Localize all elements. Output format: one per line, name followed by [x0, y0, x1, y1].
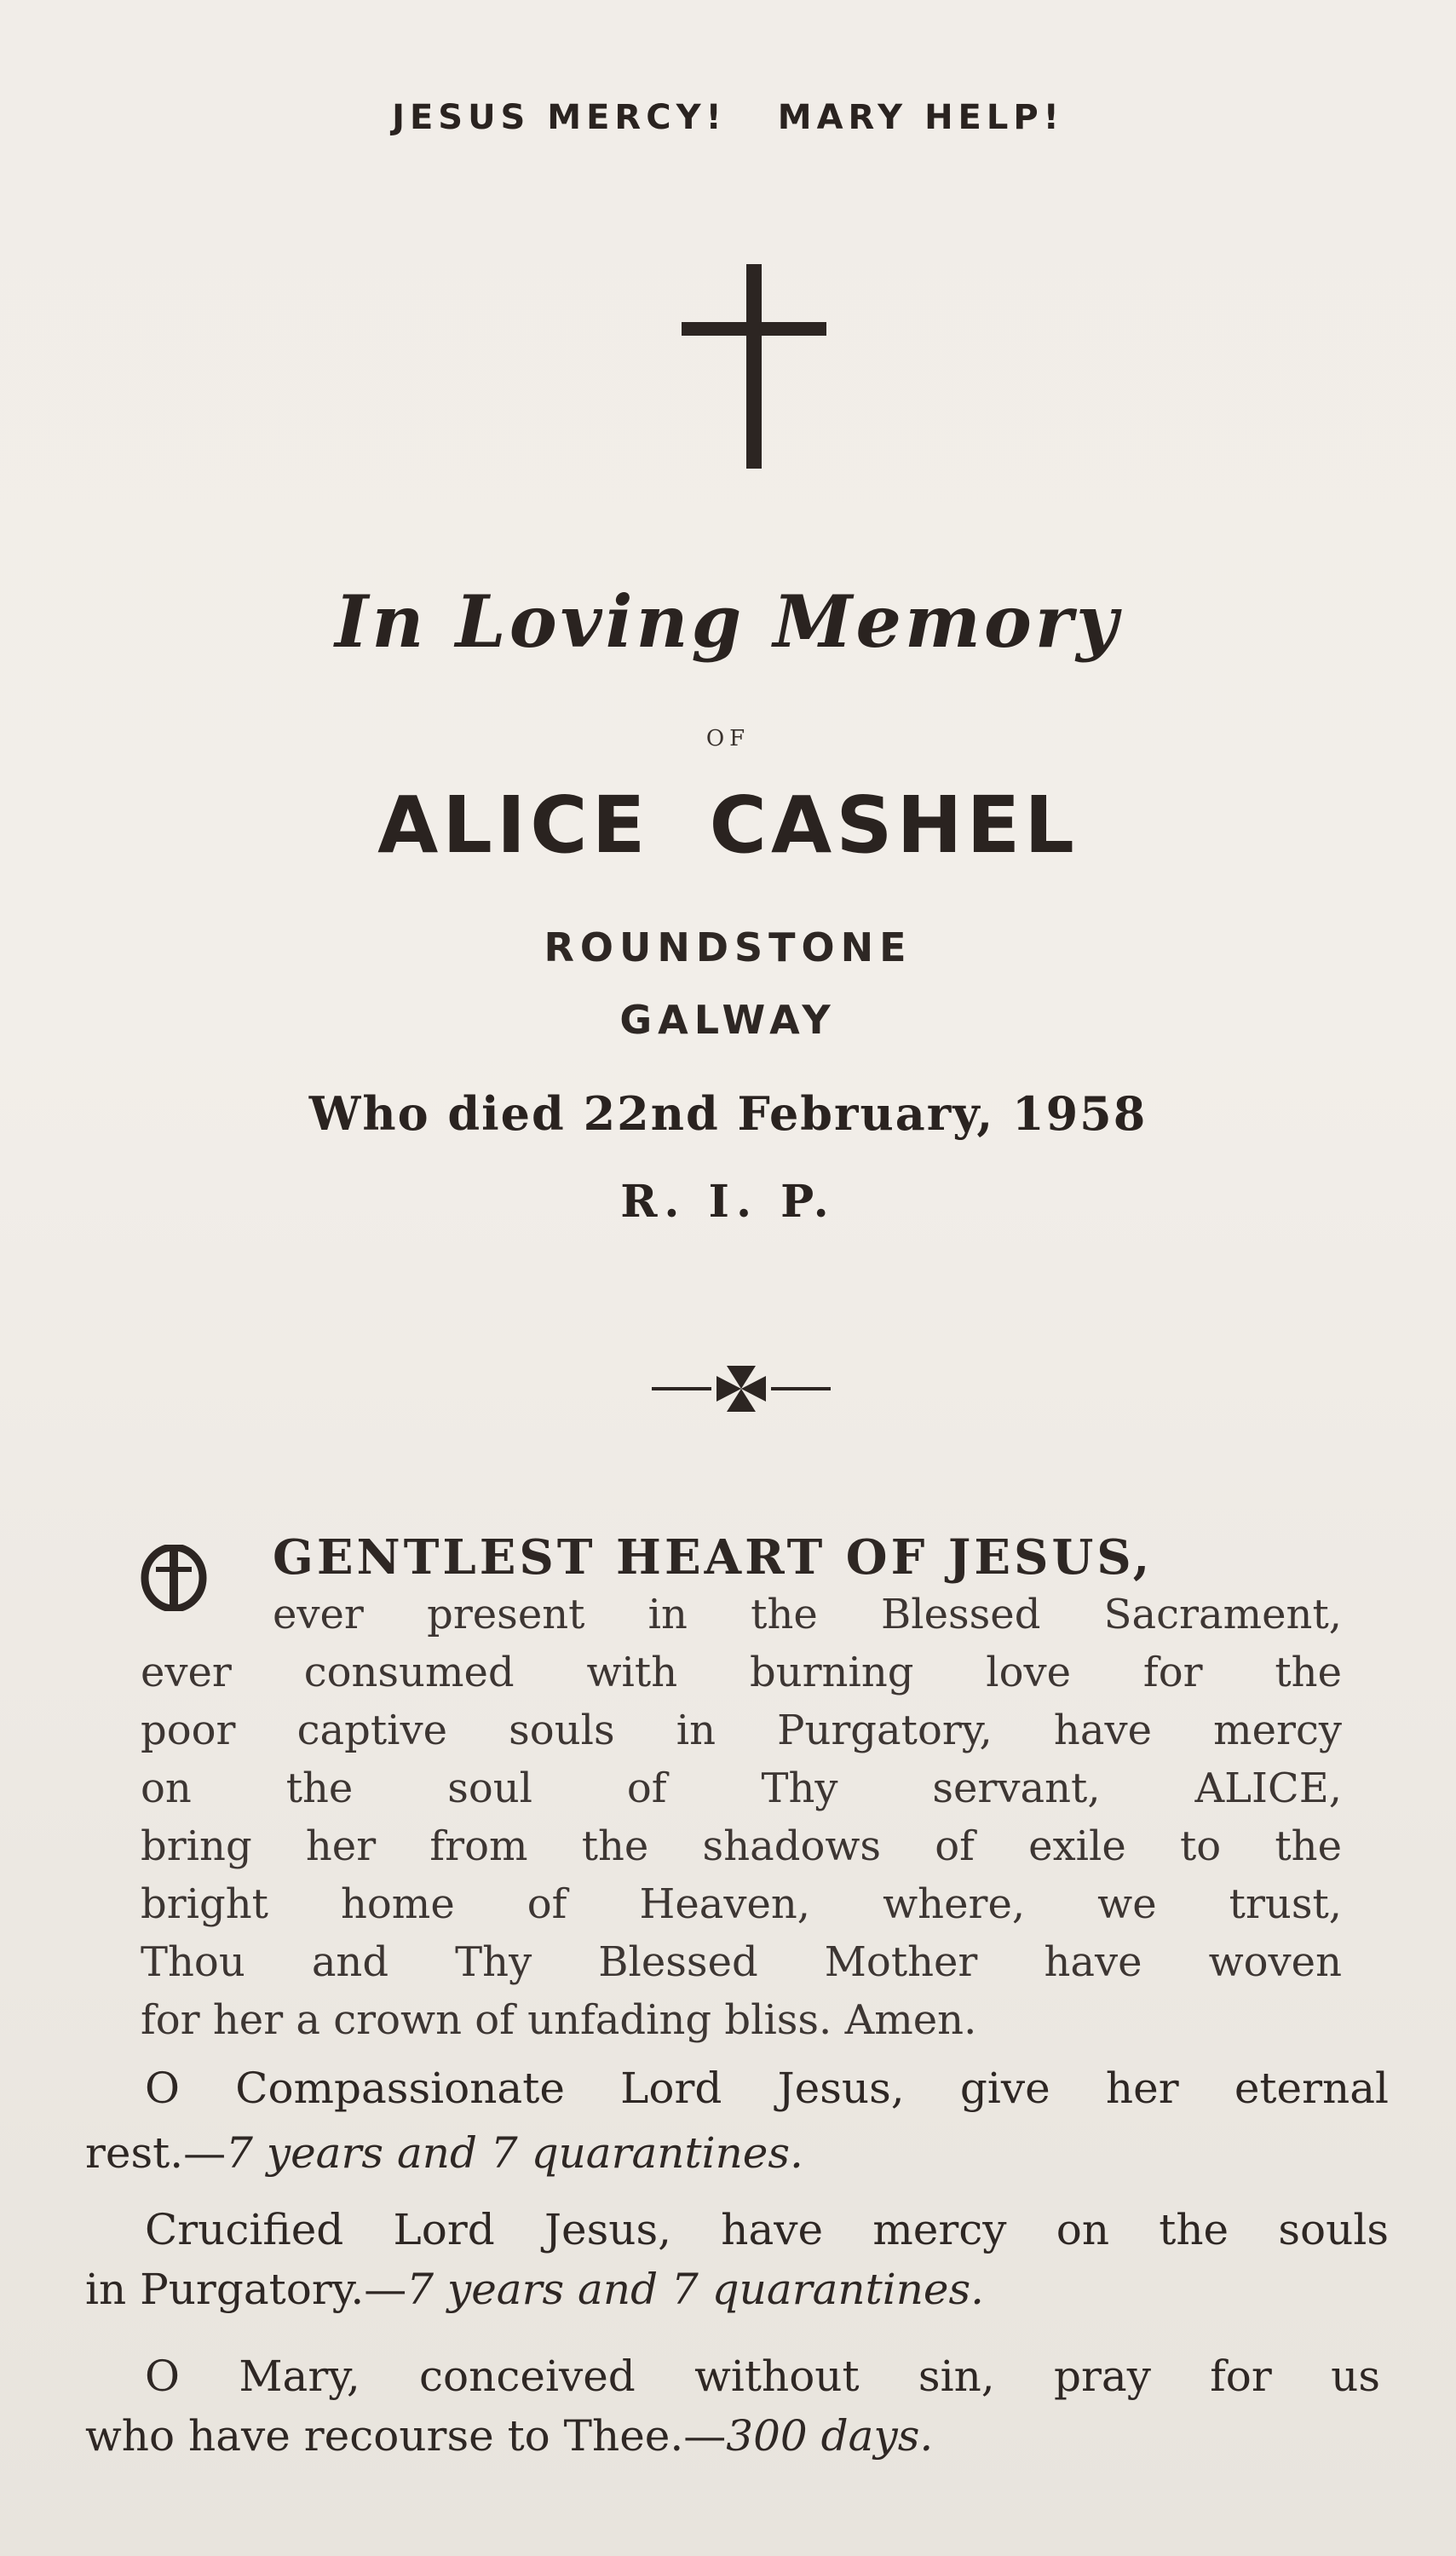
indulgence-2-line-1: Crucified Lord Jesus, have mercy on the souls [145, 2205, 1389, 2254]
date-of-death: Who died 22nd February, 1958 [308, 1086, 1148, 1141]
indulgence-3-text: who have recourse to Thee.— [85, 2411, 727, 2461]
place-line-1: ROUNDSTONE [544, 924, 912, 970]
prayer-line-1: ever present in the Blessed Sacrament, [273, 1591, 1342, 1638]
in-loving-memory-title: In Loving Memory [335, 579, 1121, 664]
indulgence-2-text: in Purgatory.— [85, 2265, 407, 2314]
indulgence-2-term: 7 years and 7 quarantines. [406, 2265, 985, 2314]
rip-label: R. I. P. [620, 1176, 836, 1228]
indulgence-3-line-2 [85, 2411, 933, 2461]
latin-cross-icon [682, 264, 826, 469]
prayer-line-6: bright home of Heaven, where, we trust, [141, 1880, 1342, 1928]
prayer-line-5: bring her from the shadows of exile to the [141, 1822, 1342, 1870]
place-line-2: GALWAY [619, 997, 837, 1043]
prayer-line-8: for her a crown of unfading bliss. Amen. [141, 1996, 977, 2044]
prayer-line-7: Thou and Thy Blessed Mother have woven [141, 1938, 1342, 1986]
of-label: OF [705, 726, 751, 751]
indulgence-3-term: 300 days. [726, 2411, 934, 2461]
indulgence-2-line-2 [85, 2265, 984, 2314]
header-invocation [0, 98, 1456, 137]
indulgence-1-text: rest.— [85, 2128, 227, 2178]
indulgence-3-line-1: O Mary, conceived without sin, pray for us [145, 2352, 1380, 2401]
header-jesus-mercy: JESUS MERCY! [392, 98, 727, 137]
prayer-heading: GENTLEST HEART OF JESUS, [273, 1529, 1154, 1586]
deceased-name [0, 780, 1456, 871]
prayer-line-3: poor captive souls in Purgatory, have mercy [141, 1707, 1342, 1754]
cross-pattee-ornament-icon [652, 1359, 831, 1419]
prayer-line-4: on the soul of Thy servant, ALICE, [141, 1764, 1342, 1812]
header-mary-help: MARY HELP! [777, 98, 1064, 137]
indulgence-1-term: 7 years and 7 quarantines. [226, 2128, 803, 2178]
gothic-o-initial-icon [141, 1545, 207, 1611]
prayer-line-2: ever consumed with burning love for the [141, 1649, 1342, 1696]
indulgence-1-line-1: O Compassionate Lord Jesus, give her eternal [145, 2064, 1389, 2113]
first-name: ALICE [377, 780, 650, 871]
indulgence-1-line-2 [85, 2128, 803, 2178]
last-name: CASHEL [709, 780, 1079, 871]
